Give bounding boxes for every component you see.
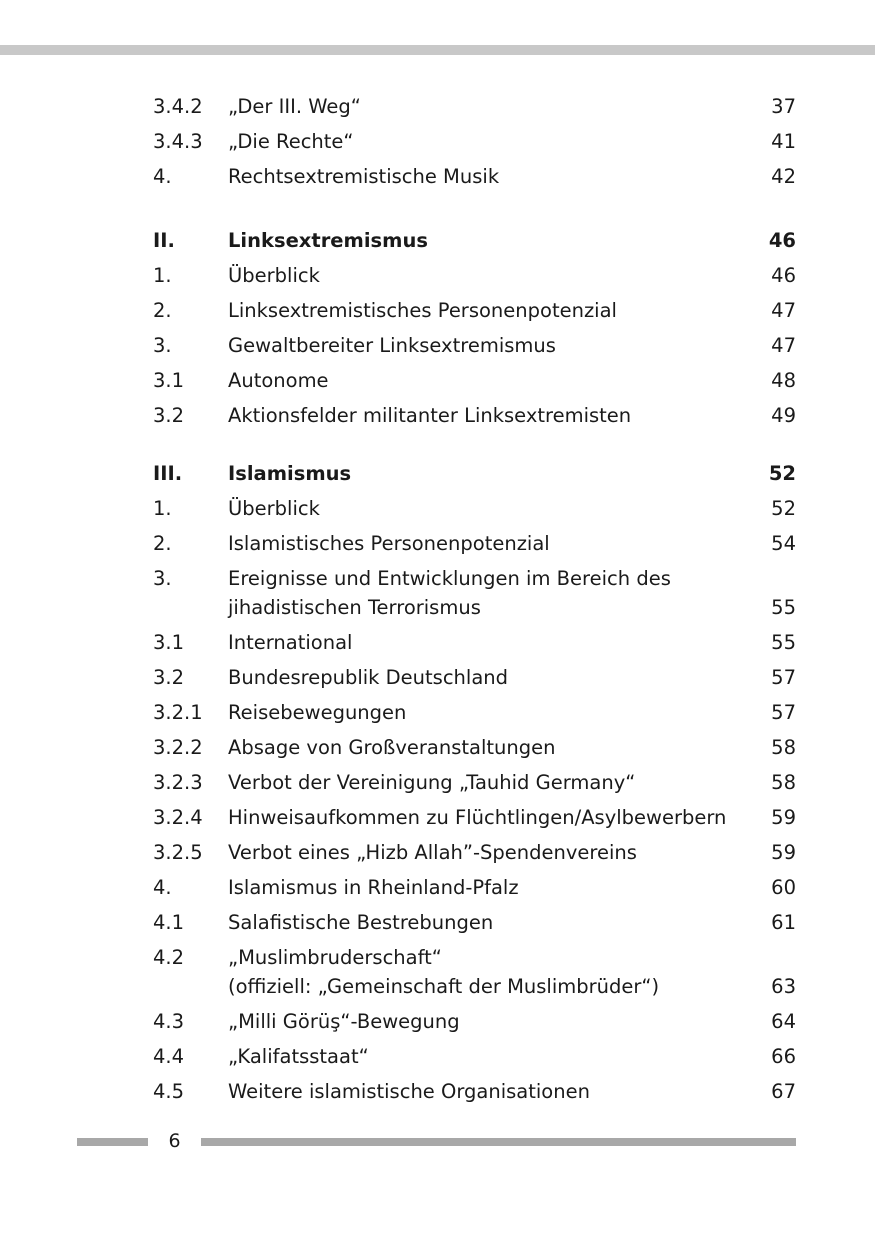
top-rule [0, 45, 875, 55]
toc-entry-title-line2: (offiziell: „Gemeinschaft der Muslimbrüder“) [228, 975, 660, 998]
toc-entry-title: Überblick [228, 497, 320, 520]
toc-entry-number: 3.1 [153, 631, 185, 654]
footer-right-bar [201, 1138, 796, 1146]
toc-entry-number: 3.1 [153, 369, 185, 392]
toc-section-title: Islamismus [228, 462, 352, 485]
toc-entry-title: „Die Rechte“ [228, 130, 354, 153]
toc-entry-page: 66 [771, 1045, 796, 1068]
toc-entry-page: 61 [771, 911, 796, 934]
toc-entry-title: Überblick [228, 264, 320, 287]
toc-entry-page: 64 [771, 1010, 796, 1033]
toc-section-title: Linksextremismus [228, 229, 428, 252]
toc-entry-page: 42 [771, 165, 796, 188]
toc-entry-page: 47 [771, 334, 796, 357]
toc-entry-number: 2. [153, 299, 172, 322]
toc-entry-title: Salafistische Bestrebungen [228, 911, 494, 934]
toc-entry-title: Islamismus in Rheinland-Pfalz [228, 876, 519, 899]
toc-entry-number: 2. [153, 532, 172, 555]
toc-entry-number: 3.2.4 [153, 806, 203, 829]
toc-entry-number: 3. [153, 334, 172, 357]
toc-entry-number: 3.2 [153, 666, 185, 689]
toc-entry-title: International [228, 631, 353, 654]
toc-entry-title: Reisebewegungen [228, 701, 407, 724]
toc-entry-number: 3. [153, 567, 172, 590]
toc-entry-title-line2: jihadistischen Terrorismus [228, 596, 481, 619]
toc-entry-title: Linksextremistisches Personenpotenzial [228, 299, 617, 322]
toc-entry-number: 3.4.3 [153, 130, 203, 153]
toc-entry-number: 4. [153, 165, 172, 188]
toc-entry-title: Absage von Großveranstaltungen [228, 736, 556, 759]
toc-entry-number: 4.3 [153, 1010, 185, 1033]
toc-entry-page: 58 [771, 771, 796, 794]
toc-entry-title: „Muslimbruderschaft“ [228, 946, 442, 969]
toc-entry-page: 41 [771, 130, 796, 153]
footer-left-bar [77, 1138, 148, 1146]
toc-entry-page: 54 [771, 532, 796, 555]
toc-entry-page: 60 [771, 876, 796, 899]
toc-entry-title: Autonome [228, 369, 329, 392]
toc-entry-page: 59 [771, 841, 796, 864]
toc-section-page: 52 [768, 462, 796, 485]
toc-entry-number: 1. [153, 264, 172, 287]
toc-entry-page: 57 [771, 701, 796, 724]
toc-entry-number: 4.4 [153, 1045, 185, 1068]
toc-entry-number: 4. [153, 876, 172, 899]
toc-entry-title: „Milli Görüş“-Bewegung [228, 1010, 460, 1033]
toc-entry-number: 3.2.1 [153, 701, 203, 724]
toc-entry-title: Weitere islamistische Organisationen [228, 1080, 590, 1103]
toc-entry-number: 3.2.3 [153, 771, 203, 794]
toc-entry-number: 3.2.2 [153, 736, 203, 759]
toc-entry-number: 3.4.2 [153, 95, 203, 118]
toc-entry-title: Hinweisaufkommen zu Flüchtlingen/Asylbewerbern [228, 806, 727, 829]
toc-section-page: 46 [768, 229, 796, 252]
toc-entry-page: 37 [771, 95, 796, 118]
toc-entry-number: 3.2.5 [153, 841, 203, 864]
toc-entry-page: 46 [771, 264, 796, 287]
toc-entry-title: Rechtsextremistische Musik [228, 165, 500, 188]
toc-entry-title: Verbot eines „Hizb Allah”-Spendenvereins [228, 841, 637, 864]
toc-entry-page: 52 [771, 497, 796, 520]
toc-entry-number: 1. [153, 497, 172, 520]
toc-section-number: II. [153, 229, 175, 252]
toc-entry-number: 4.5 [153, 1080, 185, 1103]
toc-entry-title: Gewaltbereiter Linksextremismus [228, 334, 556, 357]
toc-entry-page: 67 [771, 1080, 796, 1103]
toc-entry-page: 58 [771, 736, 796, 759]
toc-entry-page: 47 [771, 299, 796, 322]
toc-entry-title: Bundesrepublik Deutschland [228, 666, 509, 689]
toc-entry-number: 4.2 [153, 946, 185, 969]
toc-entry-title: „Der III. Weg“ [228, 95, 361, 118]
footer-page-number: 6 [168, 1130, 181, 1152]
toc-entry-page: 59 [771, 806, 796, 829]
toc-section-number: III. [153, 462, 183, 485]
toc-entry-number: 3.2 [153, 404, 185, 427]
toc-entry-number: 4.1 [153, 911, 185, 934]
toc-entry-page: 57 [771, 666, 796, 689]
toc-entry-title: Ereignisse und Entwicklungen im Bereich des [228, 567, 671, 590]
toc-entry-page: 49 [771, 404, 796, 427]
toc-entry-title: Aktionsfelder militanter Linksextremisten [228, 404, 632, 427]
toc-entry-page: 48 [771, 369, 796, 392]
toc-entry-page: 55 [771, 596, 796, 619]
toc-entry-page: 55 [771, 631, 796, 654]
toc-entry-page: 63 [771, 975, 796, 998]
toc-entry-title: Islamistisches Personenpotenzial [228, 532, 550, 555]
toc-entry-title: Verbot der Vereinigung „Tauhid Germany“ [228, 771, 636, 794]
toc-entry-title: „Kalifatsstaat“ [228, 1045, 369, 1068]
